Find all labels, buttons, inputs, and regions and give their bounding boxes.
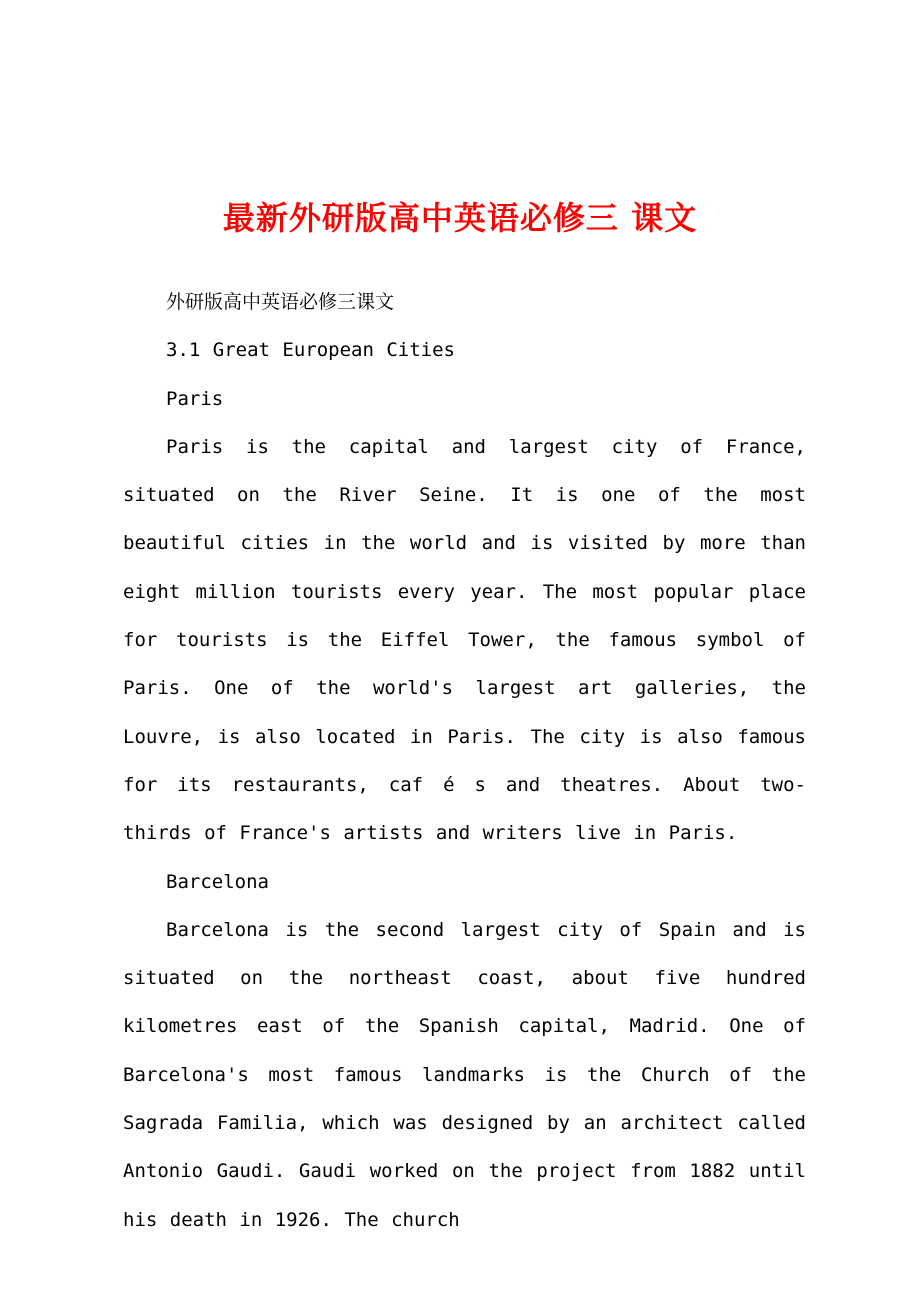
section-body-paris: Paris is the capital and largest city of France, situated on the River Seine. It is one of the most beautiful cities in the world and is visited by more than eight million tourists every year. The most popular place for tourists is the Eiffel Tower, the famous symbol of Paris. One of the world's largest art galleries, the Louvre, is also located in Paris. The city is also famous for its restaurants, caf é s and theatres. About two-thirds of France's artists and writers live in Paris.: [123, 435, 806, 845]
document-title: 最新外研版高中英语必修三 课文: [222, 199, 698, 237]
section-heading-barcelona: Barcelona: [166, 870, 269, 893]
document-body: [123, 278, 806, 1244]
section-heading-paris: Paris: [166, 387, 224, 410]
section-body-barcelona: Barcelona is the second largest city of Spain and is situated on the northeast coast, about five hundred kilometres east of the Spanish capital, Madrid. One of Barcelona's most famous landmarks is the Church of the Sagrada Familia, which was designed by an architect called Antonio Gaudi. Gaudi worked on the project from 1882 until his death in 1926. The church: [123, 918, 806, 1231]
unit-heading: 3.1 Great European Cities: [166, 339, 455, 362]
document-subtitle: 外研版高中英语必修三课文: [166, 291, 395, 313]
